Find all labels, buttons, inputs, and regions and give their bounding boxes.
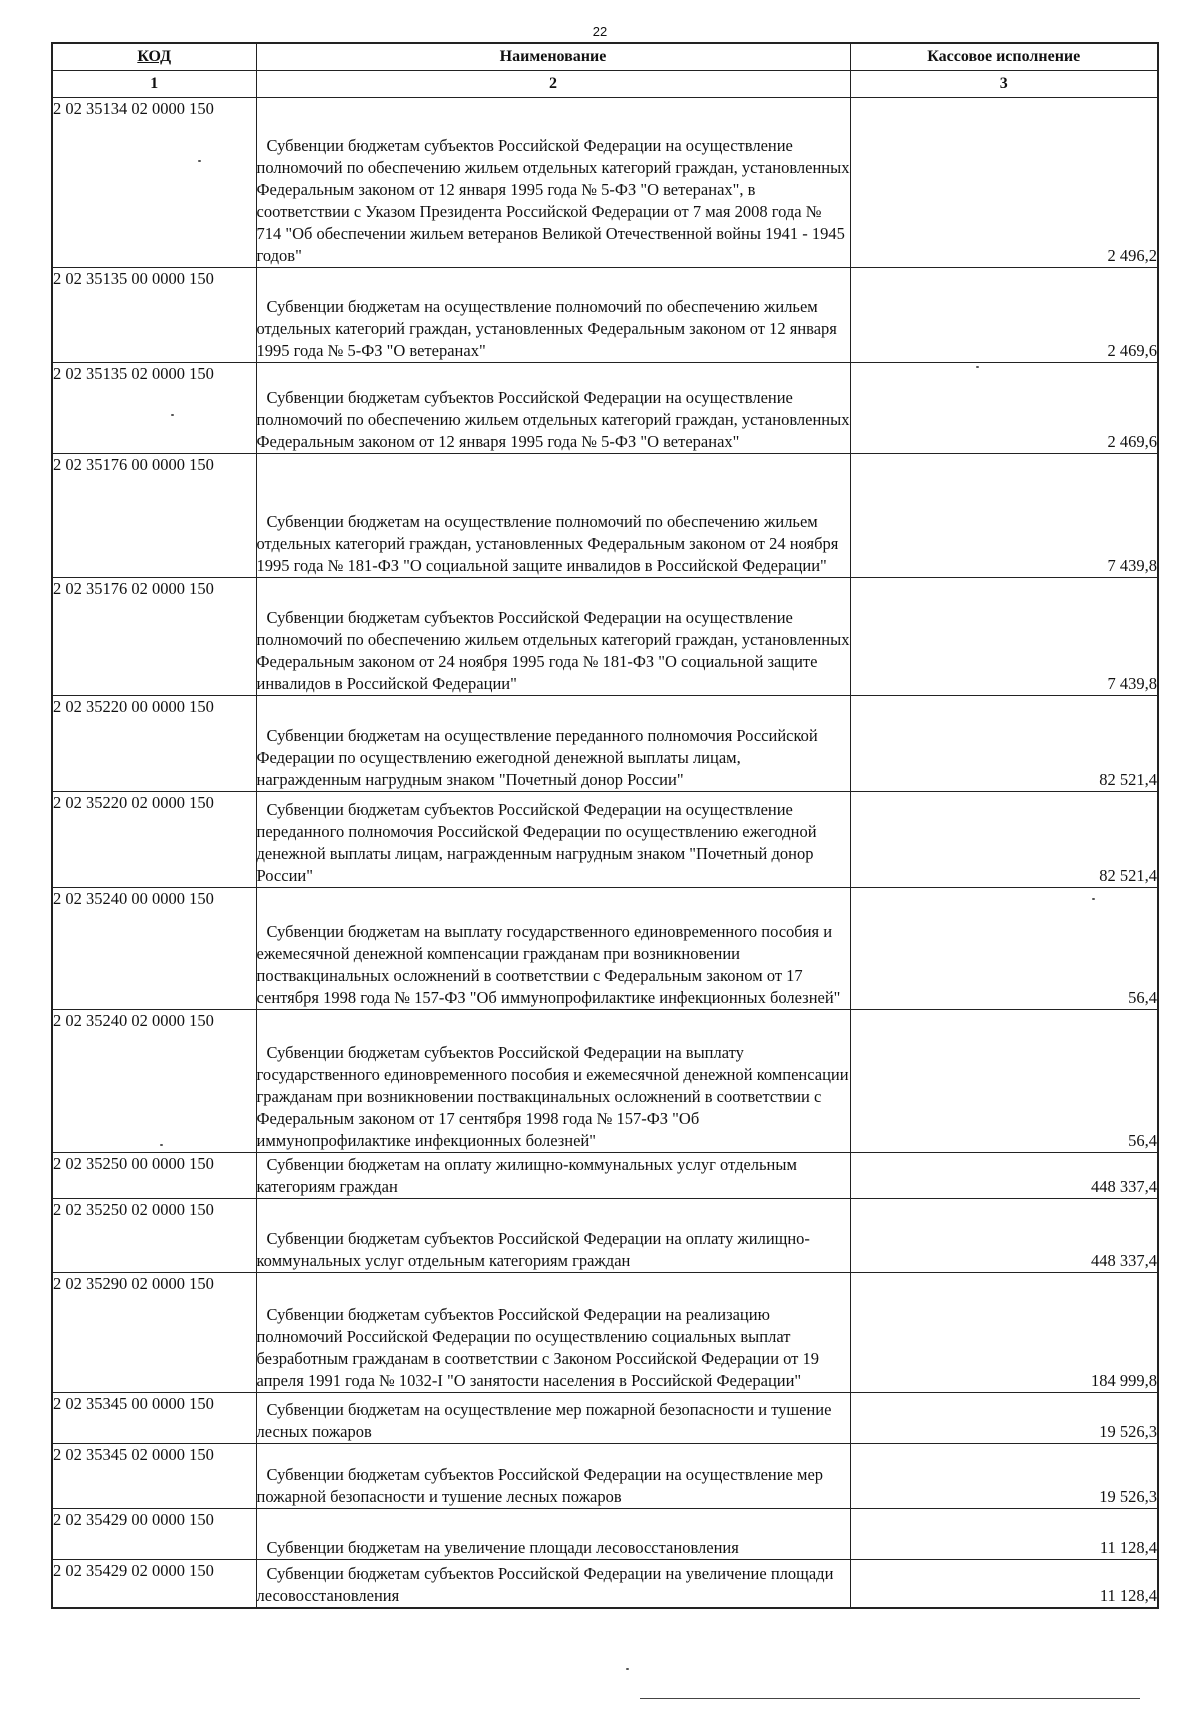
row-code: 2 02 35135 00 0000 150	[52, 268, 256, 363]
row-code: 2 02 35176 02 0000 150	[52, 578, 256, 696]
column-header-amount: Кассовое исполнение	[850, 43, 1158, 71]
column-number-row	[52, 71, 1158, 98]
row-code: 2 02 35134 02 0000 150	[52, 98, 256, 268]
row-code: 2 02 35345 02 0000 150	[52, 1444, 256, 1509]
table-row	[52, 1393, 1158, 1444]
row-name: Субвенции бюджетам субъектов Российской Федерации на оплату жилищно-коммунальных услуг отдельным категориям граждан	[256, 1199, 850, 1273]
column-number: 1	[52, 71, 256, 98]
column-number: 3	[850, 71, 1158, 98]
row-name: Субвенции бюджетам субъектов Российской Федерации на реализацию полномочий Российской Федерации по осуществлению социальных выплат безработным гражданам в соответствии с Законом Российской Федерации от 19 апреля 1991 года № 1032-I "О занятости населения в Российской Федерации"	[256, 1273, 850, 1393]
column-number: 2	[256, 71, 850, 98]
row-amount: 448 337,4	[850, 1199, 1158, 1273]
row-name: Субвенции бюджетам на осуществление полномочий по обеспечению жильем отдельных категорий граждан, установленных Федеральным законом от 24 ноября 1995 года № 181-ФЗ "О социальной защите инвалидов в Российской Федерации"	[256, 454, 850, 578]
row-code: 2 02 35290 02 0000 150	[52, 1273, 256, 1393]
row-name: Субвенции бюджетам субъектов Российской Федерации на увеличение площади лесовосстановления	[256, 1560, 850, 1608]
table-row	[52, 696, 1158, 792]
row-amount: 19 526,3	[850, 1444, 1158, 1509]
row-amount: 56,4	[850, 1010, 1158, 1153]
row-amount: 2 496,2	[850, 98, 1158, 268]
table-row	[52, 454, 1158, 578]
row-amount: 448 337,4	[850, 1153, 1158, 1199]
page-number: 22	[592, 24, 608, 39]
row-code: 2 02 35250 00 0000 150	[52, 1153, 256, 1199]
row-name: Субвенции бюджетам субъектов Российской Федерации на выплату государственного единовременного пособия и ежемесячной денежной компенсации гражданам при возникновении поствакцинальных осложнений в соответствии с Федеральным законом от 17 сентября 1998 года № 157-ФЗ "Об иммунопрофилактике инфекционных болезней"	[256, 1010, 850, 1153]
row-amount: 11 128,4	[850, 1560, 1158, 1608]
table-row	[52, 1444, 1158, 1509]
row-name: Субвенции бюджетам на осуществление переданного полномочия Российской Федерации по осуществлению ежегодной денежной выплаты лицам, награжденным нагрудным знаком "Почетный донор России"	[256, 696, 850, 792]
table-row	[52, 792, 1158, 888]
row-name: Субвенции бюджетам на увеличение площади лесовосстановления	[256, 1509, 850, 1560]
table-row	[52, 1509, 1158, 1560]
row-amount: 7 439,8	[850, 578, 1158, 696]
row-amount: 56,4	[850, 888, 1158, 1010]
row-amount: 19 526,3	[850, 1393, 1158, 1444]
row-amount: 82 521,4	[850, 792, 1158, 888]
table-row	[52, 1199, 1158, 1273]
row-amount: 82 521,4	[850, 696, 1158, 792]
row-name: Субвенции бюджетам на осуществление мер пожарной безопасности и тушение лесных пожаров	[256, 1393, 850, 1444]
row-amount: 2 469,6	[850, 268, 1158, 363]
row-code: 2 02 35345 00 0000 150	[52, 1393, 256, 1444]
scan-speck	[976, 366, 979, 368]
table-row	[52, 1273, 1158, 1393]
row-name: Субвенции бюджетам на оплату жилищно-коммунальных услуг отдельным категориям граждан	[256, 1153, 850, 1199]
table-row	[52, 578, 1158, 696]
row-name: Субвенции бюджетам субъектов Российской Федерации на осуществление полномочий по обеспечению жильем отдельных категорий граждан, установленных Федеральным законом от 24 ноября 1995 года № 181-ФЗ "О социальной защите инвалидов в Российской Федерации"	[256, 578, 850, 696]
scan-speck	[198, 160, 201, 162]
scan-speck	[1092, 898, 1095, 900]
budget-table	[51, 42, 1159, 1609]
column-header-code: КОД	[52, 43, 256, 71]
row-amount: 184 999,8	[850, 1273, 1158, 1393]
row-name: Субвенции бюджетам на выплату государственного единовременного пособия и ежемесячной денежной компенсации гражданам при возникновении поствакцинальных осложнений в соответствии с Федеральным законом от 17 сентября 1998 года № 157-ФЗ "Об иммунопрофилактике инфекционных болезней"	[256, 888, 850, 1010]
table-row	[52, 1560, 1158, 1608]
row-code: 2 02 35250 02 0000 150	[52, 1199, 256, 1273]
table-row	[52, 888, 1158, 1010]
row-name: Субвенции бюджетам субъектов Российской Федерации на осуществление полномочий по обеспечению жильем отдельных категорий граждан, установленных Федеральным законом от 12 января 1995 года № 5-ФЗ "О ветеранах", в соответствии с Указом Президента Российской Федерации от 7 мая 2008 года № 714 "Об обеспечении жильем ветеранов Великой Отечественной войны 1941 - 1945 годов"	[256, 98, 850, 268]
row-amount: 11 128,4	[850, 1509, 1158, 1560]
row-code: 2 02 35135 02 0000 150	[52, 363, 256, 454]
row-code: 2 02 35240 02 0000 150	[52, 1010, 256, 1153]
table-row	[52, 1010, 1158, 1153]
row-name: Субвенции бюджетам субъектов Российской Федерации на осуществление переданного полномочия Российской Федерации по осуществлению ежегодной денежной выплаты лицам, награжденным нагрудным знаком "Почетный донор России"	[256, 792, 850, 888]
column-header-name: Наименование	[256, 43, 850, 71]
row-name: Субвенции бюджетам субъектов Российской Федерации на осуществление мер пожарной безопасности и тушение лесных пожаров	[256, 1444, 850, 1509]
table-row	[52, 1153, 1158, 1199]
table-row	[52, 268, 1158, 363]
scan-speck	[626, 1668, 629, 1670]
row-code: 2 02 35176 00 0000 150	[52, 454, 256, 578]
row-amount: 2 469,6	[850, 363, 1158, 454]
row-code: 2 02 35220 02 0000 150	[52, 792, 256, 888]
row-code: 2 02 35220 00 0000 150	[52, 696, 256, 792]
row-name: Субвенции бюджетам на осуществление полномочий по обеспечению жильем отдельных категорий граждан, установленных Федеральным законом от 12 января 1995 года № 5-ФЗ "О ветеранах"	[256, 268, 850, 363]
row-code: 2 02 35429 00 0000 150	[52, 1509, 256, 1560]
table-row	[52, 363, 1158, 454]
scan-speck	[160, 1144, 163, 1146]
row-name: Субвенции бюджетам субъектов Российской Федерации на осуществление полномочий по обеспечению жильем отдельных категорий граждан, установленных Федеральным законом от 12 января 1995 года № 5-ФЗ "О ветеранах"	[256, 363, 850, 454]
scan-speck	[171, 414, 174, 416]
row-amount: 7 439,8	[850, 454, 1158, 578]
table-row	[52, 98, 1158, 268]
scan-edge-line	[640, 1698, 1140, 1699]
row-code: 2 02 35240 00 0000 150	[52, 888, 256, 1010]
row-code: 2 02 35429 02 0000 150	[52, 1560, 256, 1608]
header-row	[52, 43, 1158, 71]
